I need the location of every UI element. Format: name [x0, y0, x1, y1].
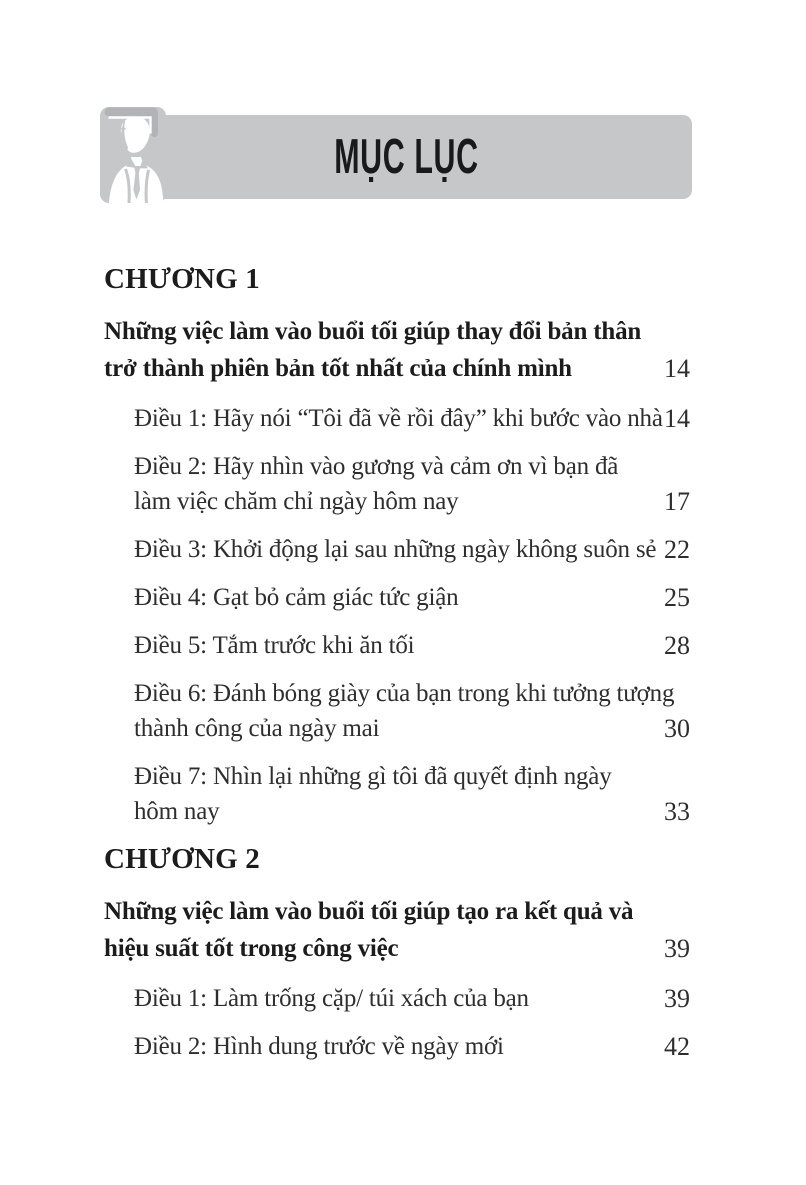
- toc-item-text: Điều 3: Khởi động lại sau những ngày không suôn sẻ: [134, 536, 657, 563]
- toc-item-page: 30: [664, 714, 690, 743]
- toc-item-text: Điều 5: Tắm trước khi ăn tối: [134, 632, 415, 659]
- toc-item-text: Điều 4: Gạt bỏ cảm giác tức giận: [134, 584, 459, 611]
- chapter-title-line: Những việc làm vào buổi tối giúp tạo ra kết quả và: [104, 898, 634, 925]
- chapter-title-entry: [104, 313, 690, 387]
- chapter-heading: CHƯƠNG 1: [104, 263, 260, 295]
- toc-item: [104, 676, 690, 746]
- chapter-section-2: [104, 842, 690, 1064]
- publisher-logo: [100, 107, 166, 203]
- table-of-contents: [104, 262, 690, 1077]
- toc-item-page: 25: [664, 583, 690, 612]
- toc-item: [104, 449, 690, 519]
- chapter-page-number: 14: [664, 354, 690, 383]
- chapter-heading: CHƯƠNG 2: [104, 843, 260, 875]
- toc-item-page: 42: [664, 1032, 690, 1061]
- toc-item-text: Điều 2: Hình dung trước về ngày mới: [134, 1033, 504, 1060]
- toc-item: [104, 759, 690, 829]
- chapter-section-1: [104, 262, 690, 829]
- toc-item-text: Điều 1: Làm trống cặp/ túi xách của bạn: [134, 985, 529, 1012]
- toc-item: [104, 401, 690, 436]
- chapter-title-entry: [104, 893, 690, 967]
- chapter-title-line: trở thành phiên bản tốt nhất của chính mình: [104, 355, 572, 382]
- title-bar: [120, 115, 692, 199]
- toc-item-page: 39: [664, 984, 690, 1013]
- toc-item-text: làm việc chăm chỉ ngày hôm nay: [134, 488, 459, 515]
- toc-item-page: 22: [664, 535, 690, 564]
- toc-item-page: 28: [664, 631, 690, 660]
- toc-item-page: 14: [664, 404, 690, 433]
- toc-item-text: Điều 1: Hãy nói “Tôi đã về rồi đây” khi bước vào nhà: [134, 405, 663, 432]
- toc-item-page: 33: [664, 797, 690, 826]
- toc-item-text: Điều 6: Đánh bóng giày của bạn trong khi tưởng tượng: [134, 680, 675, 707]
- chapter-page-number: 39: [664, 934, 690, 963]
- chapter-title-line: Những việc làm vào buổi tối giúp thay đổi bản thân: [104, 318, 642, 345]
- toc-item-text: Điều 7: Nhìn lại những gì tôi đã quyết định ngày: [134, 763, 612, 790]
- toc-item: [104, 628, 690, 663]
- toc-item: [104, 1029, 690, 1064]
- toc-item: [104, 981, 690, 1016]
- toc-item-text: thành công của ngày mai: [134, 715, 380, 742]
- page-title: MỤC LỤC: [333, 130, 479, 184]
- chapter-title-line: hiệu suất tốt trong công việc: [104, 935, 399, 962]
- toc-item-text: Điều 2: Hãy nhìn vào gương và cảm ơn vì bạn đã: [134, 453, 619, 480]
- toc-item: [104, 532, 690, 567]
- toc-item-text: hôm nay: [134, 798, 220, 825]
- toc-item: [104, 580, 690, 615]
- toc-item-page: 17: [664, 487, 690, 516]
- businessman-silhouette-icon: [100, 107, 166, 203]
